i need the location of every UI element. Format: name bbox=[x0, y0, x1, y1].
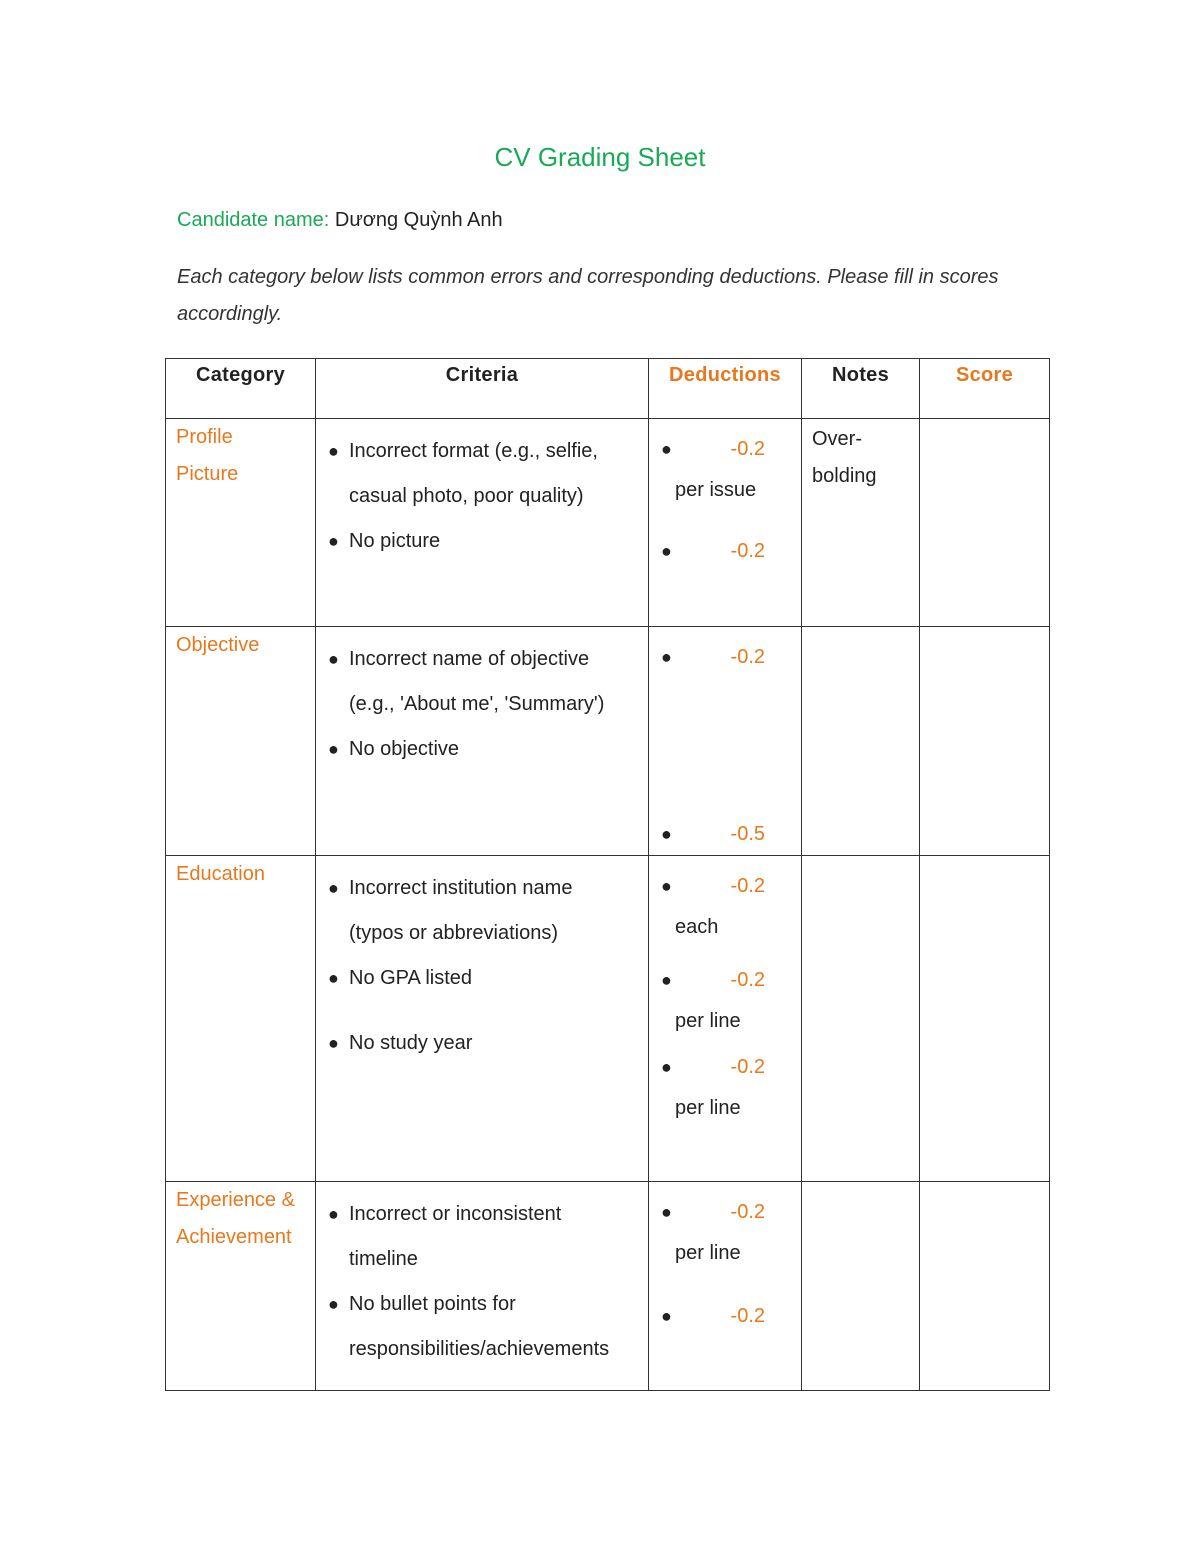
deductions-cell bbox=[649, 1182, 802, 1391]
header-notes: Notes bbox=[802, 359, 920, 419]
bullet-icon: ● bbox=[328, 739, 339, 759]
criteria-item bbox=[328, 429, 640, 519]
criteria-item bbox=[328, 637, 640, 727]
category-cell bbox=[166, 627, 316, 856]
bullet-icon: ● bbox=[328, 441, 339, 461]
bullet-icon: ● bbox=[661, 970, 672, 990]
deduction-unit: each bbox=[675, 916, 719, 938]
deduction-unit: per line bbox=[675, 1097, 741, 1119]
criteria-text: (e.g., 'About me', 'Summary') bbox=[349, 693, 605, 715]
bullet-icon: ● bbox=[328, 1204, 339, 1224]
table-row bbox=[166, 627, 1050, 856]
deduction-unit: per line bbox=[675, 1010, 741, 1032]
table-row bbox=[166, 856, 1050, 1182]
category-label: Picture bbox=[176, 463, 239, 485]
bullet-icon: ● bbox=[661, 439, 672, 459]
bullet-icon: ● bbox=[661, 1306, 672, 1326]
deduction-value: -0.2 bbox=[730, 875, 765, 897]
candidate-line bbox=[177, 209, 503, 232]
deduction-value: -0.5 bbox=[730, 823, 765, 845]
score-cell[interactable] bbox=[920, 419, 1050, 627]
note-text: Over- bbox=[812, 428, 862, 450]
criteria-cell bbox=[316, 419, 649, 627]
criteria-cell bbox=[316, 856, 649, 1182]
notes-cell[interactable] bbox=[802, 1182, 920, 1391]
deductions-cell bbox=[649, 856, 802, 1182]
criteria-text: Incorrect format (e.g., selfie, bbox=[349, 440, 598, 462]
deduction-item bbox=[661, 814, 795, 855]
criteria-text: No objective bbox=[349, 738, 460, 760]
deduction-value: -0.2 bbox=[730, 438, 765, 460]
deduction-value: -0.2 bbox=[730, 1305, 765, 1327]
deduction-item bbox=[661, 960, 795, 1001]
criteria-text: Incorrect institution name bbox=[349, 877, 573, 899]
category-label: Education bbox=[176, 863, 265, 885]
deductions-cell bbox=[649, 627, 802, 856]
deduction-item bbox=[661, 637, 795, 678]
note-text: bolding bbox=[812, 465, 877, 487]
criteria-text: (typos or abbreviations) bbox=[349, 922, 558, 944]
deduction-value: -0.2 bbox=[730, 1056, 765, 1078]
header-score: Score bbox=[920, 359, 1050, 419]
criteria-text: No picture bbox=[349, 530, 441, 552]
bullet-icon: ● bbox=[328, 531, 339, 551]
bullet-icon: ● bbox=[328, 1294, 339, 1314]
deduction-value: -0.2 bbox=[730, 540, 765, 562]
bullet-icon: ● bbox=[661, 1202, 672, 1222]
criteria-item bbox=[328, 1192, 640, 1282]
criteria-text: casual photo, poor quality) bbox=[349, 485, 584, 507]
criteria-text: timeline bbox=[349, 1248, 418, 1270]
criteria-cell bbox=[316, 627, 649, 856]
criteria-item bbox=[328, 956, 640, 1001]
score-cell[interactable] bbox=[920, 1182, 1050, 1391]
notes-cell[interactable] bbox=[802, 856, 920, 1182]
bullet-icon: ● bbox=[661, 647, 672, 667]
candidate-name: Dương Quỳnh Anh bbox=[334, 209, 503, 231]
deduction-item bbox=[661, 1192, 795, 1233]
bullet-icon: ● bbox=[328, 878, 339, 898]
bullet-icon: ● bbox=[328, 649, 339, 669]
bullet-icon: ● bbox=[328, 968, 339, 988]
bullet-icon: ● bbox=[328, 1033, 339, 1053]
criteria-item bbox=[328, 1021, 640, 1066]
page-title: CV Grading Sheet bbox=[494, 142, 706, 172]
criteria-item bbox=[328, 1282, 640, 1372]
criteria-text: No study year bbox=[349, 1032, 473, 1054]
header-criteria: Criteria bbox=[316, 359, 649, 419]
deduction-item bbox=[661, 429, 795, 470]
deduction-unit: per issue bbox=[675, 479, 757, 501]
deductions-cell bbox=[649, 419, 802, 627]
header-row bbox=[166, 359, 1050, 419]
category-label: Achievement bbox=[176, 1226, 292, 1248]
deduction-unit: per line bbox=[675, 1242, 741, 1264]
category-cell bbox=[166, 856, 316, 1182]
category-cell bbox=[166, 419, 316, 627]
notes-cell[interactable] bbox=[802, 419, 920, 627]
category-cell bbox=[166, 1182, 316, 1391]
category-label: Objective bbox=[176, 634, 260, 656]
criteria-text: No bullet points for bbox=[349, 1293, 516, 1315]
criteria-text: No GPA listed bbox=[349, 967, 473, 989]
criteria-item bbox=[328, 519, 640, 564]
deduction-value: -0.2 bbox=[730, 646, 765, 668]
bullet-icon: ● bbox=[661, 876, 672, 896]
criteria-cell bbox=[316, 1182, 649, 1391]
candidate-label: Candidate name: bbox=[177, 209, 330, 231]
criteria-text: responsibilities/achievements bbox=[349, 1338, 610, 1360]
criteria-item bbox=[328, 866, 640, 956]
deduction-item bbox=[661, 866, 795, 907]
deduction-item bbox=[661, 531, 795, 572]
deduction-item bbox=[661, 1047, 795, 1088]
deduction-value: -0.2 bbox=[730, 969, 765, 991]
score-cell[interactable] bbox=[920, 627, 1050, 856]
table-row bbox=[166, 1182, 1050, 1391]
criteria-text: Incorrect name of objective bbox=[349, 648, 590, 670]
grading-table bbox=[165, 358, 1050, 1391]
category-label: Experience & bbox=[176, 1189, 295, 1211]
bullet-icon: ● bbox=[661, 824, 672, 844]
category-label: Profile bbox=[176, 426, 233, 448]
bullet-icon: ● bbox=[661, 541, 672, 561]
score-cell[interactable] bbox=[920, 856, 1050, 1182]
header-deductions: Deductions bbox=[649, 359, 802, 419]
header-category: Category bbox=[166, 359, 316, 419]
deduction-value: -0.2 bbox=[730, 1201, 765, 1223]
criteria-item bbox=[328, 727, 640, 772]
table-row bbox=[166, 419, 1050, 627]
deduction-item bbox=[661, 1296, 795, 1337]
notes-cell[interactable] bbox=[802, 627, 920, 856]
criteria-text: Incorrect or inconsistent bbox=[349, 1203, 562, 1225]
instructions: Each category below lists common errors and corresponding deductions. Please fill in scores accordingly. bbox=[177, 266, 999, 325]
bullet-icon: ● bbox=[661, 1057, 672, 1077]
